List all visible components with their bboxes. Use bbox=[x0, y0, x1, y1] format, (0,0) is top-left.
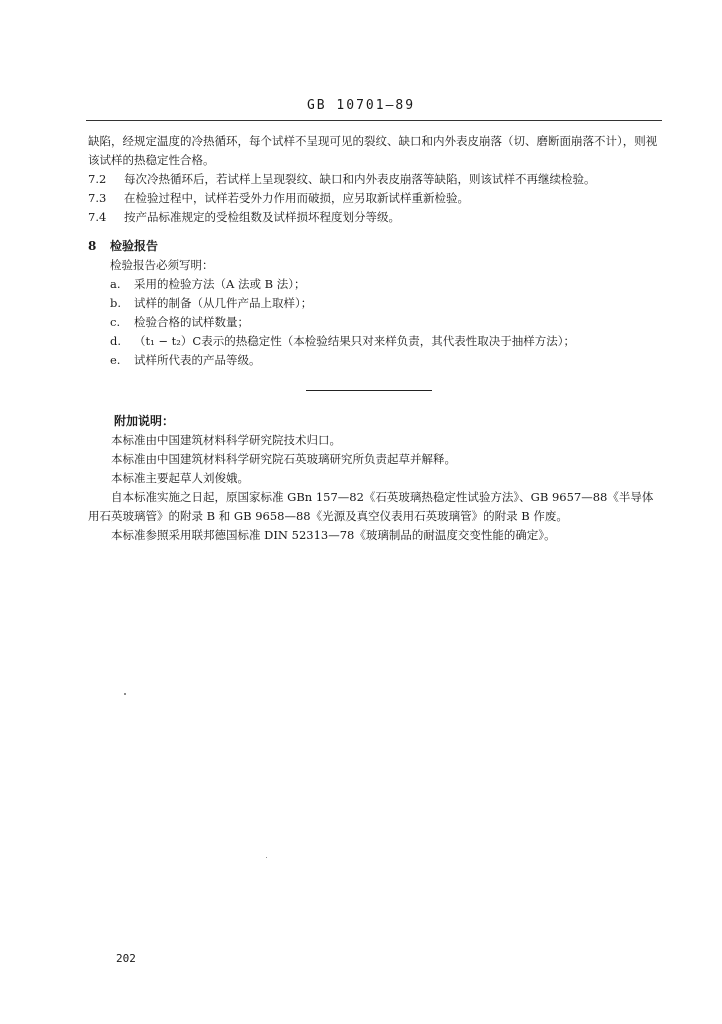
section7-continuation: 缺陷，经规定温度的冷热循环，每个试样不呈现可见的裂纹、缺口和内外表皮崩落（切、磨断面崩落不计），则视该试样的热稳定性合格。 bbox=[88, 134, 658, 167]
scan-speck bbox=[266, 857, 267, 858]
clause-7-4 bbox=[88, 208, 658, 227]
list-marker: a. bbox=[110, 277, 121, 291]
list-item bbox=[88, 294, 658, 313]
list-text: 检验合格的试样数量； bbox=[134, 315, 249, 329]
header-rule bbox=[86, 120, 662, 121]
clause-text: 按产品标准规定的受检组数及试样损坏程度划分等级。 bbox=[124, 210, 400, 224]
list-text: 试样的制备（从几件产品上取样）； bbox=[134, 296, 313, 310]
list-text: 试样所代表的产品等级。 bbox=[134, 353, 261, 367]
list-marker: e. bbox=[110, 353, 121, 367]
report-intro: 检验报告必须写明： bbox=[110, 258, 214, 272]
list-item bbox=[88, 275, 658, 294]
list-item bbox=[88, 332, 658, 351]
page-number: 202 bbox=[116, 952, 136, 965]
end-of-text-rule bbox=[306, 390, 432, 391]
clause-text: 在检验过程中，试样若受外力作用而破损，应另取新试样重新检验。 bbox=[124, 191, 469, 205]
note-paragraph: 本标准由中国建筑材料科学研究院技术归口。 bbox=[111, 433, 341, 447]
notes-title: 附加说明： bbox=[114, 414, 175, 428]
list-text: （t₁ − t₂）C表示的热稳定性（本检验结果只对来样负责，其代表性取决于抽样方法）； bbox=[134, 334, 575, 348]
page-header: GB 10701—89 bbox=[306, 98, 416, 113]
list-item bbox=[88, 313, 658, 332]
list-marker: c. bbox=[110, 315, 121, 329]
section8-heading bbox=[88, 236, 658, 256]
clause-7-2 bbox=[88, 170, 658, 189]
list-item bbox=[88, 351, 658, 370]
scan-speck bbox=[124, 693, 126, 695]
clause-number: 7.4 bbox=[88, 210, 107, 224]
section-number: 8 bbox=[88, 239, 97, 253]
list-text: 采用的检验方法（A 法或 B 法）； bbox=[134, 277, 306, 291]
note-paragraph: 本标准参照采用联邦德国标准 DIN 52313—78《玻璃制品的耐温度交变性能的确定》。 bbox=[111, 528, 556, 542]
page-body bbox=[88, 132, 658, 545]
note-paragraph: 本标准主要起草人刘俊娥。 bbox=[111, 471, 249, 485]
section-title: 检验报告 bbox=[110, 239, 159, 253]
clause-number: 7.2 bbox=[88, 172, 107, 186]
list-marker: d. bbox=[110, 334, 122, 348]
clause-text: 每次冷热循环后，若试样上呈现裂纹、缺口和内外表皮崩落等缺陷，则该试样不再继续检验。 bbox=[124, 172, 596, 186]
note-paragraph: 自本标准实施之日起，原国家标准 GBn 157—82《石英玻璃热稳定性试验方法》、GB 9657—88《半导体用石英玻璃管》的附录 B 和 GB 9658—88《光源及真空仪表用石英玻璃管》的附录 B 作废。 bbox=[88, 490, 654, 523]
list-marker: b. bbox=[110, 296, 122, 310]
clause-7-3 bbox=[88, 189, 658, 208]
note-paragraph: 本标准由中国建筑材料科学研究院石英玻璃研究所负责起草并解释。 bbox=[111, 452, 456, 466]
clause-number: 7.3 bbox=[88, 191, 107, 205]
